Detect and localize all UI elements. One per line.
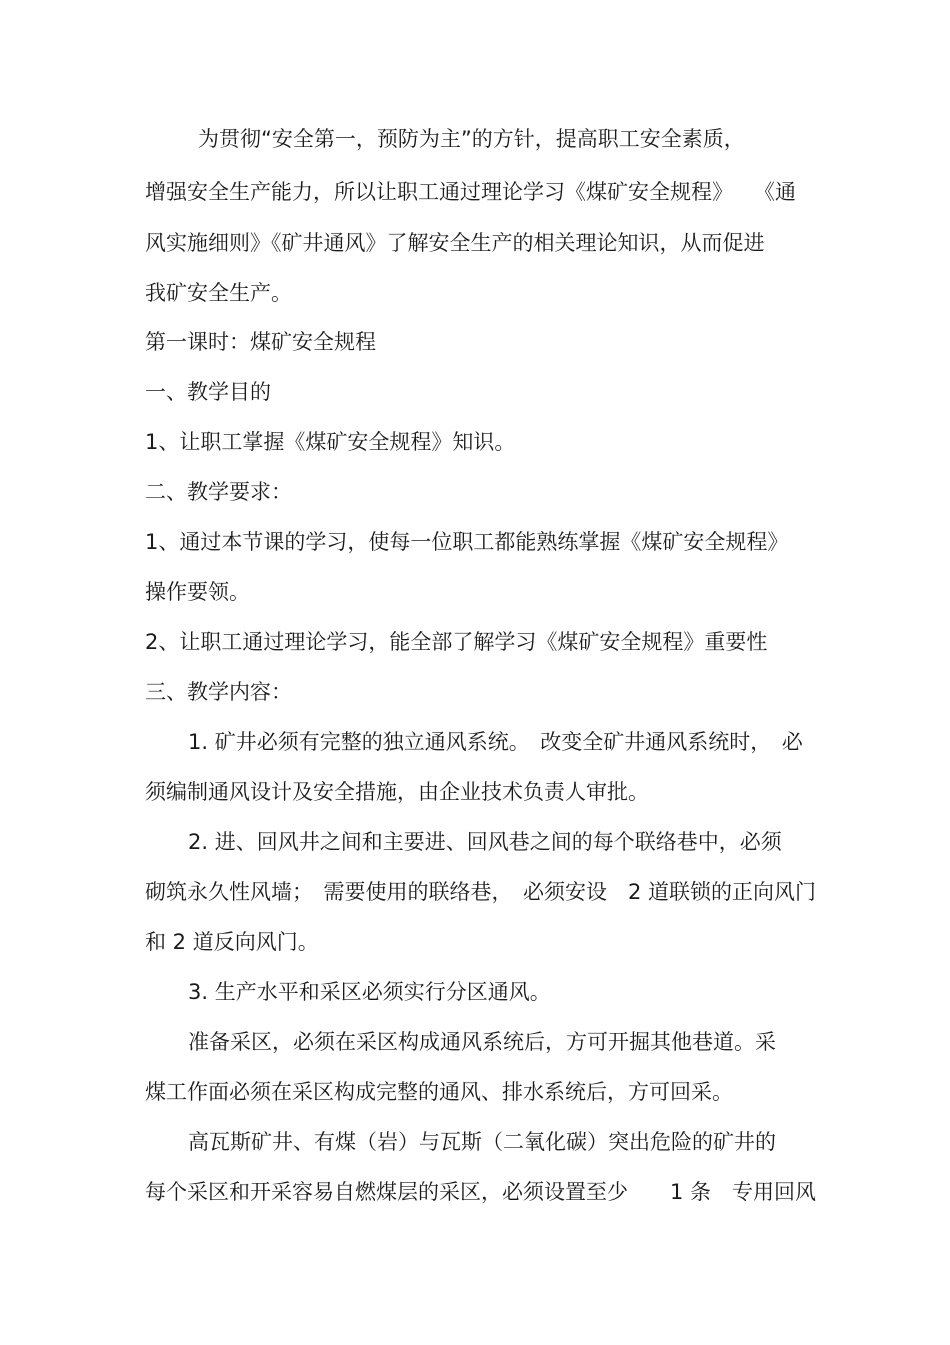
paragraph-line-1: 为贯彻“安全第一，预防为主”的方针，提高职工安全素质，: [198, 127, 745, 151]
section-heading-requirements: 二、教学要求：: [145, 480, 292, 504]
content-item-3: 3. 生产水平和采区必须实行分区通风。: [188, 980, 551, 1004]
content-item-2-cont-1: 砌筑永久性风墙； 需要使用的联络巷， 必须安设 2 道联锁的正向风门: [145, 880, 817, 904]
lesson-title: 第一课时：煤矿安全规程: [145, 330, 376, 354]
requirement-item-1-cont: 操作要领。: [145, 580, 250, 604]
content-item-2-cont-2: 和 2 道反向风门。: [145, 930, 319, 954]
requirement-item-2: 2、让职工通过理论学习，能全部了解学习《煤矿安全规程》重要性: [145, 630, 768, 654]
objective-item-1: 1、让职工掌握《煤矿安全规程》知识。: [145, 430, 516, 454]
content-item-1: 1. 矿井必须有完整的独立通风系统。 改变全矿井通风系统时， 必: [188, 730, 803, 754]
paragraph-prep-area: 准备采区，必须在采区构成通风系统后，方可开掘其他巷道。采: [188, 1030, 776, 1054]
paragraph-line-3: 风实施细则》《矿井通风》了解安全生产的相关理论知识，从而促进: [145, 231, 765, 255]
paragraph-gas-mine: 高瓦斯矿井、有煤（岩）与瓦斯（二氧化碳）突出危险的矿井的: [188, 1130, 776, 1154]
requirement-item-1: 1、通过本节课的学习，使每一位职工都能熟练掌握《煤矿安全规程》: [145, 530, 789, 554]
paragraph-prep-area-cont: 煤工作面必须在采区构成完整的通风、排水系统后，方可回采。: [145, 1080, 733, 1104]
paragraph-line-4: 我矿安全生产。: [145, 281, 292, 305]
paragraph-gas-mine-cont: 每个采区和开采容易自燃煤层的采区，必须设置至少 1 条 专用回风: [145, 1180, 817, 1204]
paragraph-line-2: 增强安全生产能力，所以让职工通过理论学习《煤矿安全规程》 《通: [145, 180, 796, 204]
section-heading-objective: 一、教学目的: [145, 380, 271, 404]
section-heading-content: 三、教学内容：: [145, 680, 292, 704]
content-item-1-cont: 须编制通风设计及安全措施，由企业技术负责人审批。: [145, 780, 649, 804]
content-item-2: 2. 进、回风井之间和主要进、回风巷之间的每个联络巷中，必须: [188, 830, 782, 854]
